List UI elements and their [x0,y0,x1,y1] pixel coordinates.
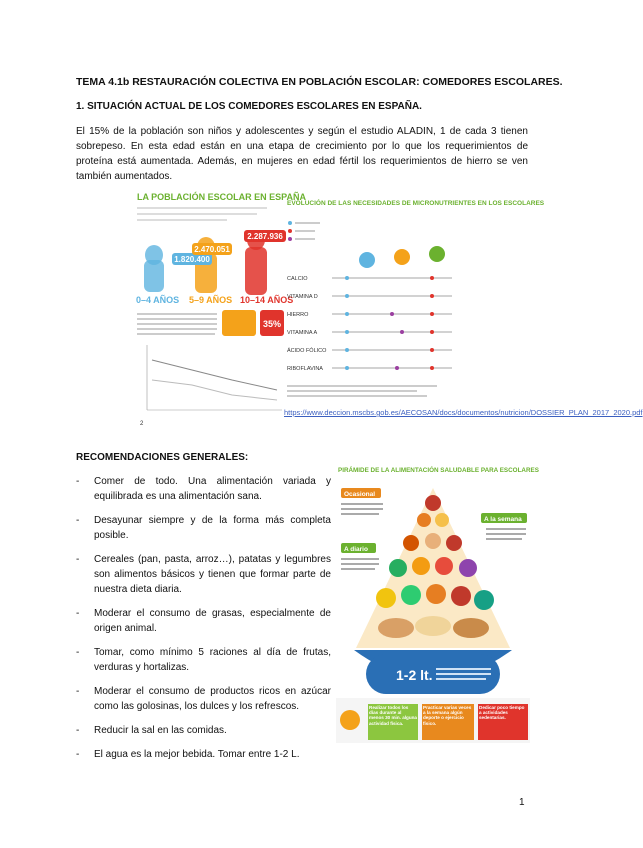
age-group-5-9: 5–9 AÑOS [189,295,233,305]
section-heading: 1. SITUACIÓN ACTUAL DE LOS COMEDORES ESCOLARES EN ESPAÑA. [76,101,422,112]
water-amount: 1-2 lt. [396,667,433,683]
infographic-left-title: LA POBLACIÓN ESCOLAR EN ESPAÑA [137,192,307,202]
nutrient-hierro: HIERRO [287,312,309,318]
population-5-9: 2.470.051 [194,245,230,254]
label-a-diario: A diario [344,546,368,553]
intro-paragraph: El 15% de la población son niños y adolescentes y según el estudio ALADIN, 1 de cada 3 tienen sobrepeso. En esta edad están en una etapa de crecimiento por lo que los requerimientos de proteína está aumentada. Además, en mujeres en edad fértil los requerimientos de hierro se ven también aumentados. [76,126,528,182]
list-item: - Moderar el consumo de grasas, especialmente de origen animal. [76,606,331,636]
list-item: - Comer de todo. Una alimentación variada y equilibrada es una alimentación sana. [76,474,331,504]
nutrient-riboflavina: RIBOFLAVINA [287,366,323,372]
infographic-right-title: EVOLUCIÓN DE LAS NECESIDADES DE MICRONUTRIENTES EN LOS ESCOLARES [287,200,545,207]
school-population-infographic [132,185,545,430]
list-item: - Reducir la sal en las comidas. [76,723,331,738]
label-ocasional: Ocasional [344,491,376,498]
list-item: - Desayunar siempre y de la forma más completa posible. [76,513,331,543]
page-number: 1 [519,797,525,808]
stat-badge: 35% [262,319,282,329]
infographic-page-number: 2 [140,421,144,427]
footer-activity-3: Dedicar poco tiempo a actividades sedentarias. [479,705,525,721]
nutrient-acido-folico: ÁCIDO FÓLICO [287,348,327,354]
recommendations-heading: RECOMENDACIONES GENERALES: [76,452,249,463]
pyramid-svg [336,458,539,743]
footer-activity-1: Realizar todos los días durante al menos 30 min. alguna actividad física. [369,705,417,726]
infographic-svg [132,185,545,430]
document-title: TEMA 4.1b RESTAURACIÓN COLECTIVA EN POBLACIÓN ESCOLAR: COMEDORES ESCOLARES. [76,76,563,88]
list-item: - Tomar, como mínimo 5 raciones al día de frutas, verduras y hortalizas. [76,645,331,675]
list-item: - El agua es la mejor bebida. Tomar entre 1-2 L. [76,747,331,762]
footer-activity-2: Practicar varias veces a la semana algún deporte o ejercicio físico. [423,705,472,726]
age-group-10-14: 10–14 AÑOS [240,295,294,305]
nutrient-vitamina-a: VITAMINA A [287,330,318,336]
age-group-0-4: 0–4 AÑOS [136,295,180,305]
nutrient-vitamina-d: VITAMINA D [287,294,318,300]
recommendations-list [76,474,331,771]
label-a-la-semana: A la semana [484,516,522,523]
population-10-14: 2.287.936 [247,232,283,241]
nutrient-calcio: CALCIO [287,276,308,282]
healthy-food-pyramid [336,458,539,743]
source-link[interactable]: https://www.deccion.mscbs.gob.es/AECOSAN/docs/documentos/nutricion/DOSSIER_PLAN_2017_2020.pdf [284,408,643,417]
population-0-4: 1.820.400 [174,255,210,264]
pyramid-title: PIRÁMIDE DE LA ALIMENTACIÓN SALUDABLE PARA ESCOLARES [338,467,539,474]
list-item: - Cereales (pan, pasta, arroz…), patatas y legumbres son alimentos básicos y tienen que formar parte de nuestra dieta diaria. [76,552,331,597]
list-item: - Moderar el consumo de productos ricos en azúcar como las golosinas, los dulces y los refrescos. [76,684,331,714]
